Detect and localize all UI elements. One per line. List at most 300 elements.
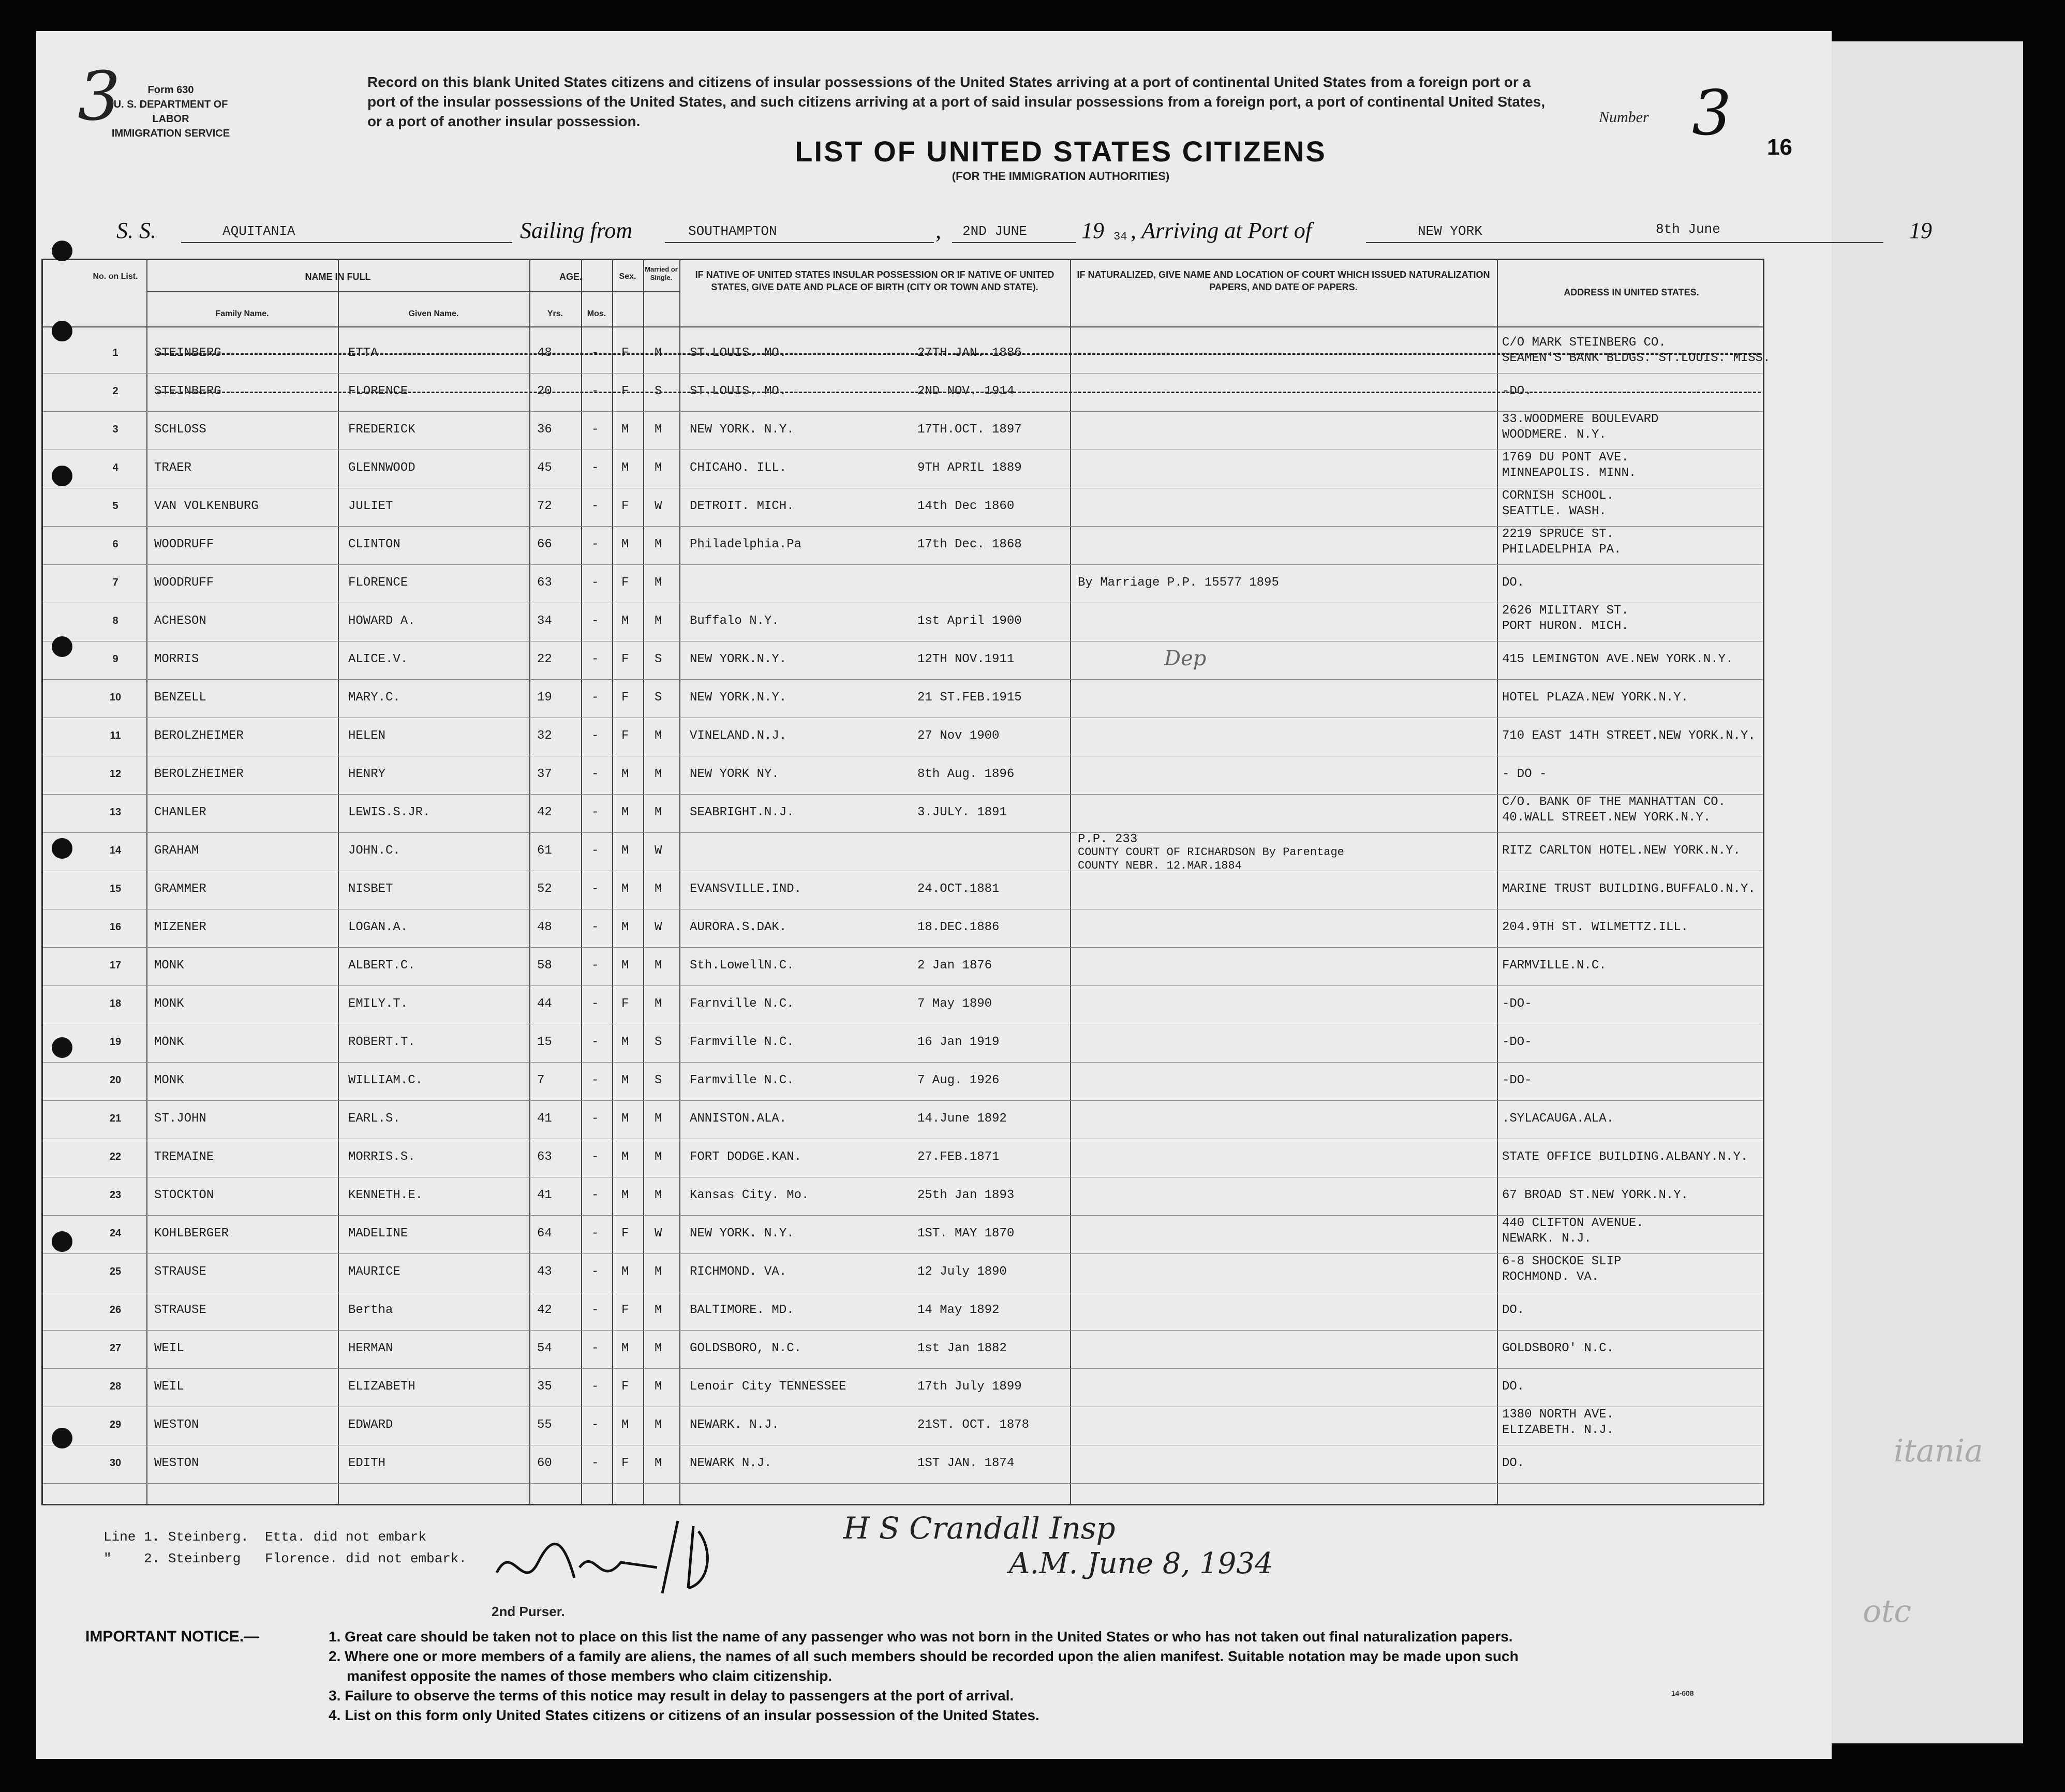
row-address-line-1: 710 EAST 14TH STREET.NEW YORK.N.Y. [1502, 729, 1756, 743]
list-number: 3 [1692, 78, 1732, 150]
row-given-name: CLINTON [348, 537, 400, 551]
row-birth-date: 7 May 1890 [917, 997, 992, 1011]
row-birthplace: NEW YORK.N.Y. [690, 652, 787, 666]
row-family-name: TRAER [154, 461, 192, 475]
punch-hole [52, 636, 72, 657]
row-number: 6 [112, 539, 118, 550]
row-number: 16 [109, 921, 122, 933]
row-divider [43, 679, 1763, 680]
col-yrs: Yrs. [547, 309, 563, 318]
row-age: 44 [537, 997, 552, 1011]
row-given-name: MADELINE [348, 1227, 408, 1241]
row-address-line-1: GOLDSBORO' N.C. [1502, 1341, 1614, 1355]
back-page-text: itania [1894, 1433, 1983, 1469]
col-age: AGE. [559, 272, 582, 282]
row-address-line-2: SEATTLE. WASH. [1502, 504, 1607, 518]
row-address-line-1: DO. [1502, 1456, 1525, 1470]
purser-signature [492, 1511, 823, 1614]
sailing-label: Sailing from [520, 218, 633, 243]
row-address-line-1: 1769 DU PONT AVE. [1502, 451, 1629, 465]
row-given-name: MAURICE [348, 1265, 400, 1279]
row-divider [43, 526, 1763, 527]
row-age: 60 [537, 1456, 552, 1470]
row-birthplace: NEW YORK NY. [690, 767, 779, 781]
row-months: - [591, 1188, 599, 1202]
row-number: 4 [112, 462, 118, 473]
row-months: - [591, 767, 599, 781]
row-marital-status: M [655, 729, 662, 743]
row-birth-date: 17TH.OCT. 1897 [917, 423, 1022, 437]
row-given-name: ELIZABETH [348, 1380, 415, 1394]
row-birth-date: 14.June 1892 [917, 1112, 1007, 1126]
punch-hole [52, 838, 72, 859]
row-sex: M [621, 1418, 629, 1432]
row-family-name: WEIL [154, 1341, 184, 1355]
row-family-name: MONK [154, 1073, 184, 1087]
row-months: - [591, 384, 599, 398]
row-address-line-1: -DO- [1502, 1035, 1532, 1049]
margin-mark: Dep [1164, 647, 1207, 670]
row-age: 37 [537, 767, 552, 781]
col-name-in-full: NAME IN FULL [305, 272, 371, 282]
row-marital-status: M [655, 1303, 662, 1317]
row-address-line-1: 67 BROAD ST.NEW YORK.N.Y. [1502, 1188, 1689, 1202]
row-sex: M [621, 882, 629, 896]
row-divider [43, 1062, 1763, 1063]
row-sex: M [621, 1341, 629, 1355]
punch-hole [52, 321, 72, 341]
row-family-name: MONK [154, 1035, 184, 1049]
row-address-line-2: MINNEAPOLIS. MINN. [1502, 466, 1637, 480]
row-sex: M [621, 537, 629, 551]
row-naturalization: P.P. 233 [1078, 832, 1138, 846]
row-sex: F [621, 1456, 629, 1470]
row-birthplace: FORT DODGE.KAN. [690, 1150, 802, 1164]
row-given-name: NISBET [348, 882, 393, 896]
row-family-name: MIZENER [154, 920, 206, 934]
col-married: Married or Single. [645, 265, 678, 281]
row-number: 13 [109, 807, 122, 818]
row-family-name: WOODRUFF [154, 537, 214, 551]
row-birthplace: EVANSVILLE.IND. [690, 882, 802, 896]
row-number: 23 [109, 1189, 122, 1201]
row-months: - [591, 882, 599, 896]
row-age: 36 [537, 423, 552, 437]
row-given-name: ETTA [348, 346, 378, 360]
col-family-name: Family Name. [215, 309, 269, 318]
row-divider [43, 985, 1763, 986]
row-divider [43, 1368, 1763, 1369]
row-months: - [591, 1227, 599, 1241]
row-family-name: ACHESON [154, 614, 206, 628]
row-birth-date: 2ND NOV. 1914 [917, 384, 1015, 398]
row-number: 11 [110, 730, 121, 741]
notes [103, 1526, 467, 1570]
col-sex: Sex. [619, 272, 636, 281]
row-address-line-1: C/O. BANK OF THE MANHATTAN CO. [1502, 795, 1726, 809]
row-birthplace: ST.LOUIS. MO. [690, 384, 787, 398]
row-number: 22 [109, 1151, 122, 1162]
row-age: 72 [537, 499, 552, 513]
row-months: - [591, 461, 599, 475]
page-subtitle: (FOR THE IMMIGRATION AUTHORITIES) [952, 170, 1170, 183]
row-naturalization-detail: COUNTY NEBR. 12.MAR.1884 [1078, 859, 1242, 872]
row-age: 41 [537, 1188, 552, 1202]
row-marital-status: M [655, 882, 662, 896]
row-naturalization: By Marriage P.P. 15577 1895 [1078, 576, 1279, 590]
row-age: 32 [537, 729, 552, 743]
row-months: - [591, 997, 599, 1011]
row-sex: F [621, 384, 629, 398]
row-months: - [591, 1303, 599, 1317]
row-birthplace: NEWARK. N.J. [690, 1418, 779, 1432]
row-age: 35 [537, 1380, 552, 1394]
passenger-table [41, 259, 1771, 1505]
row-sex: M [621, 1265, 629, 1279]
inspector-signature: H S Crandall Insp [843, 1511, 1116, 1546]
row-address-line-1: -DO- [1502, 1073, 1532, 1087]
notice-item-2-cont: manifest opposite the names of those members who claim citizenship. [347, 1668, 833, 1684]
row-age: 42 [537, 805, 552, 819]
row-birthplace: AURORA.S.DAK. [690, 920, 787, 934]
row-given-name: JULIET [348, 499, 393, 513]
row-marital-status: S [655, 652, 662, 666]
row-address-line-2: SEAMEN'S BANK BLDGS. ST.LOUIS. MISS. [1502, 351, 1771, 365]
ship-name: AQUITANIA [222, 223, 295, 239]
row-birthplace: NEWARK N.J. [690, 1456, 772, 1470]
row-birthplace: ANNISTON.ALA. [690, 1112, 787, 1126]
row-address-line-1: -DO- [1502, 997, 1532, 1011]
row-number: 28 [109, 1381, 122, 1392]
row-marital-status: M [655, 1112, 662, 1126]
row-age: 15 [537, 1035, 552, 1049]
row-sex: M [621, 767, 629, 781]
row-age: 63 [537, 1150, 552, 1164]
row-birth-date: 27.FEB.1871 [917, 1150, 1000, 1164]
row-months: - [591, 959, 599, 973]
port-to: NEW YORK [1418, 223, 1482, 239]
row-address-line-1: DO. [1502, 576, 1525, 590]
row-marital-status: M [655, 1150, 662, 1164]
row-address-line-1: 33.WOODMERE BOULEVARD [1502, 412, 1659, 426]
row-age: 41 [537, 1112, 552, 1126]
row-number: 20 [109, 1074, 122, 1086]
row-number: 19 [109, 1036, 122, 1048]
row-birthplace: Sth.LowellN.C. [690, 959, 794, 973]
row-address-line-1: CORNISH SCHOOL. [1502, 489, 1614, 503]
row-age: 61 [537, 844, 552, 858]
row-given-name: ALBERT.C. [348, 959, 415, 973]
row-address-line-1: 415 LEMINGTON AVE.NEW YORK.N.Y. [1502, 652, 1733, 666]
row-number: 14 [109, 845, 122, 856]
row-address-line-2: WOODMERE. N.Y. [1502, 428, 1607, 442]
row-given-name: HELEN [348, 729, 386, 743]
row-age: 63 [537, 576, 552, 590]
col-naturalized: IF NATURALIZED, GIVE NAME AND LOCATION OF COURT WHICH ISSUED NATURALIZATION PAPERS, AND DATE OF PAPERS. [1077, 270, 1490, 292]
row-age: 7 [537, 1073, 545, 1087]
row-marital-status: M [655, 1380, 662, 1394]
row-marital-status: M [655, 576, 662, 590]
row-marital-status: M [655, 959, 662, 973]
row-months: - [591, 1341, 599, 1355]
row-family-name: WESTON [154, 1418, 199, 1432]
col-no: No. on List. [93, 272, 138, 281]
row-birthplace: Farmville N.C. [690, 1035, 794, 1049]
row-marital-status: S [655, 691, 662, 705]
row-given-name: WILLIAM.C. [348, 1073, 423, 1087]
punch-hole [52, 241, 72, 261]
row-birthplace: CHICAHO. ILL. [690, 461, 787, 475]
row-months: - [591, 1418, 599, 1432]
row-address-line-1: RITZ CARLTON HOTEL.NEW YORK.N.Y. [1502, 844, 1741, 858]
row-number: 1 [112, 347, 118, 359]
page-title: LIST OF UNITED STATES CITIZENS [795, 135, 1327, 168]
page-number: 16 [1767, 135, 1792, 160]
row-family-name: VAN VOLKENBURG [154, 499, 259, 513]
row-family-name: STEINBERG [154, 346, 221, 360]
row-sex: M [621, 1112, 629, 1126]
row-months: - [591, 652, 599, 666]
row-number: 24 [109, 1228, 122, 1239]
row-given-name: GLENNWOOD [348, 461, 415, 475]
row-number: 30 [109, 1457, 122, 1469]
row-birth-date: 14 May 1892 [917, 1303, 1000, 1317]
col-birth: IF NATIVE OF UNITED STATES INSULAR POSSESSION OR IF NATIVE OF UNITED STATES, GIVE DATE AND PLACE OF BIRTH (CITY OR TOWN AND STATE). [695, 270, 1054, 292]
row-months: - [591, 576, 599, 590]
row-divider [43, 794, 1763, 795]
row-age: 20 [537, 384, 552, 398]
row-age: 48 [537, 346, 552, 360]
row-age: 19 [537, 691, 552, 705]
row-sex: M [621, 920, 629, 934]
row-sex: M [621, 1035, 629, 1049]
inspector-date: A.M. June 8, 1934 [1009, 1547, 1273, 1580]
row-given-name: LOGAN.A. [348, 920, 408, 934]
row-marital-status: M [655, 461, 662, 475]
row-marital-status: W [655, 844, 662, 858]
row-given-name: FREDERICK [348, 423, 415, 437]
row-given-name: ROBERT.T. [348, 1035, 415, 1049]
notice-item-4: 4. List on this form only United States citizens or citizens of an insular possession of the United States. [329, 1707, 1039, 1723]
row-months: - [591, 423, 599, 437]
row-birthplace: Lenoir City TENNESSEE [690, 1380, 846, 1394]
ss-label: S. S. [116, 218, 156, 243]
row-marital-status: M [655, 537, 662, 551]
row-birthplace: SEABRIGHT.N.J. [690, 805, 794, 819]
row-sex: F [621, 1227, 629, 1241]
row-family-name: WESTON [154, 1456, 199, 1470]
row-given-name: EDITH [348, 1456, 386, 1470]
row-age: 52 [537, 882, 552, 896]
row-sex: M [621, 1150, 629, 1164]
row-months: - [591, 499, 599, 513]
row-address-line-2: NEWARK. N.J. [1502, 1232, 1592, 1246]
col-mos: Mos. [587, 309, 606, 318]
row-address-line-1: 204.9TH ST. WILMETTZ.ILL. [1502, 920, 1689, 934]
row-family-name: WEIL [154, 1380, 184, 1394]
row-number: 18 [109, 998, 122, 1009]
row-marital-status: W [655, 1227, 662, 1241]
row-months: - [591, 691, 599, 705]
row-address-line-2: ELIZABETH. N.J. [1502, 1423, 1614, 1437]
number-label: Number [1599, 109, 1649, 126]
year-prefix-to: 19 [1909, 218, 1932, 243]
row-address-line-1: 2626 MILITARY ST. [1502, 604, 1629, 618]
row-sex: F [621, 997, 629, 1011]
row-birthplace: GOLDSBORO, N.C. [690, 1341, 802, 1355]
row-address-line-1: -DO. [1502, 384, 1532, 398]
row-sex: F [621, 1380, 629, 1394]
row-number: 17 [109, 960, 122, 971]
row-divider [43, 564, 1763, 565]
row-number: 10 [109, 692, 122, 703]
row-birth-date: 7 Aug. 1926 [917, 1073, 1000, 1087]
purser-label: 2nd Purser. [492, 1604, 565, 1619]
row-family-name: GRAHAM [154, 844, 199, 858]
row-family-name: BEROLZHEIMER [154, 729, 244, 743]
row-given-name: Bertha [348, 1303, 393, 1317]
row-address-line-2: 40.WALL STREET.NEW YORK.N.Y. [1502, 811, 1711, 825]
row-sex: F [621, 691, 629, 705]
year-prefix-from: 19 [1081, 218, 1104, 243]
row-family-name: MONK [154, 997, 184, 1011]
row-divider [43, 1253, 1763, 1254]
row-given-name: HOWARD A. [348, 614, 415, 628]
row-given-name: KENNETH.E. [348, 1188, 423, 1202]
row-months: - [591, 1380, 599, 1394]
row-given-name: FLORENCE [348, 576, 408, 590]
row-number: 9 [112, 653, 118, 665]
row-address-line-1: DO. [1502, 1303, 1525, 1317]
punch-hole [52, 466, 72, 486]
row-address-line-1: C/O MARK STEINBERG CO. [1502, 336, 1666, 350]
row-months: - [591, 1035, 599, 1049]
row-birth-date: 1st April 1900 [917, 614, 1022, 628]
row-age: 22 [537, 652, 552, 666]
corner-mark: 3 [78, 57, 121, 136]
row-age: 66 [537, 537, 552, 551]
row-address-line-1: .SYLACAUGA.ALA. [1502, 1112, 1614, 1126]
row-age: 48 [537, 920, 552, 934]
row-birthplace: RICHMOND. VA. [690, 1265, 787, 1279]
row-marital-status: S [655, 384, 662, 398]
row-birth-date: 3.JULY. 1891 [917, 805, 1007, 819]
row-birth-date: 14th Dec 1860 [917, 499, 1015, 513]
row-marital-status: W [655, 920, 662, 934]
row-months: - [591, 729, 599, 743]
row-age: 54 [537, 1341, 552, 1355]
note-line-2: " 2. Steinberg Florence. did not embark. [103, 1551, 467, 1566]
row-address-line-1: DO. [1502, 1380, 1525, 1394]
row-birth-date: 12TH NOV.1911 [917, 652, 1015, 666]
notice-heading: IMPORTANT NOTICE.— [85, 1628, 260, 1645]
punch-hole [52, 1231, 72, 1252]
row-age: 45 [537, 461, 552, 475]
row-sex: F [621, 346, 629, 360]
row-divider [43, 1330, 1763, 1331]
row-given-name: HERMAN [348, 1341, 393, 1355]
row-birth-date: 27 Nov 1900 [917, 729, 1000, 743]
row-birth-date: 1st Jan 1882 [917, 1341, 1007, 1355]
row-birthplace: NEW YORK. N.Y. [690, 423, 794, 437]
row-birth-date: 25th Jan 1893 [917, 1188, 1015, 1202]
row-birthplace: NEW YORK. N.Y. [690, 1227, 794, 1241]
col-address: ADDRESS IN UNITED STATES. [1564, 287, 1699, 297]
row-marital-status: M [655, 997, 662, 1011]
row-family-name: GRAMMER [154, 882, 206, 896]
row-address-line-1: 1380 NORTH AVE. [1502, 1408, 1614, 1422]
row-months: - [591, 1265, 599, 1279]
row-marital-status: W [655, 499, 662, 513]
row-birthplace: DETROIT. MICH. [690, 499, 794, 513]
row-sex: M [621, 1073, 629, 1087]
row-age: 43 [537, 1265, 552, 1279]
row-marital-status: M [655, 1418, 662, 1432]
row-address-line-1: STATE OFFICE BUILDING.ALBANY.N.Y. [1502, 1150, 1748, 1164]
row-age: 42 [537, 1303, 552, 1317]
row-marital-status: M [655, 346, 662, 360]
col-given-name: Given Name. [408, 309, 459, 318]
row-family-name: SCHLOSS [154, 423, 206, 437]
row-birth-date: 21 ST.FEB.1915 [917, 691, 1022, 705]
row-age: 58 [537, 959, 552, 973]
notice-item-3: 3. Failure to observe the terms of this notice may result in delay to passengers at the port of arrival. [329, 1688, 1014, 1704]
form-info: Form 630 U. S. DEPARTMENT OF LABOR IMMIGRATION SERVICE [111, 84, 230, 139]
row-marital-status: M [655, 1265, 662, 1279]
row-divider [43, 832, 1763, 833]
row-naturalization-detail: COUNTY COURT OF RICHARDSON By Parentage [1078, 846, 1344, 859]
row-number: 26 [109, 1304, 122, 1316]
row-family-name: STRAUSE [154, 1303, 206, 1317]
year-from: 34 [1113, 230, 1127, 243]
row-birthplace: Farnville N.C. [690, 997, 794, 1011]
comma-1: , [935, 218, 941, 243]
row-family-name: BEROLZHEIMER [154, 767, 244, 781]
row-family-name: BENZELL [154, 691, 206, 705]
row-given-name: FLORENCE [348, 384, 408, 398]
row-marital-status: M [655, 805, 662, 819]
row-given-name: LEWIS.S.JR. [348, 805, 430, 819]
row-sex: F [621, 1303, 629, 1317]
row-birthplace: Farmville N.C. [690, 1073, 794, 1087]
row-birth-date: 9TH APRIL 1889 [917, 461, 1022, 475]
row-birth-date: 17th July 1899 [917, 1380, 1022, 1394]
row-given-name: EDWARD [348, 1418, 393, 1432]
form-code: 14-608 [1671, 1689, 1694, 1697]
row-birthplace: Philadelphia.Pa [690, 537, 802, 551]
row-months: - [591, 614, 599, 628]
row-marital-status: M [655, 1188, 662, 1202]
row-number: 25 [109, 1266, 122, 1277]
row-months: - [591, 805, 599, 819]
row-marital-status: M [655, 423, 662, 437]
row-address-line-1: 2219 SPRUCE ST. [1502, 527, 1614, 541]
row-number: 7 [112, 577, 118, 588]
row-sex: F [621, 576, 629, 590]
row-months: - [591, 1073, 599, 1087]
row-family-name: STRAUSE [154, 1265, 206, 1279]
punch-hole [52, 1037, 72, 1058]
row-months: - [591, 1456, 599, 1470]
port-from: SOUTHAMPTON [688, 223, 777, 239]
row-sex: F [621, 729, 629, 743]
note-line-1: Line 1. Steinberg. Etta. did not embark [103, 1529, 427, 1545]
row-divider [43, 1215, 1763, 1216]
row-age: 55 [537, 1418, 552, 1432]
row-sex: M [621, 423, 629, 437]
row-birthplace: Kansas City. Mo. [690, 1188, 809, 1202]
back-page-text-2: otc [1863, 1593, 1911, 1630]
